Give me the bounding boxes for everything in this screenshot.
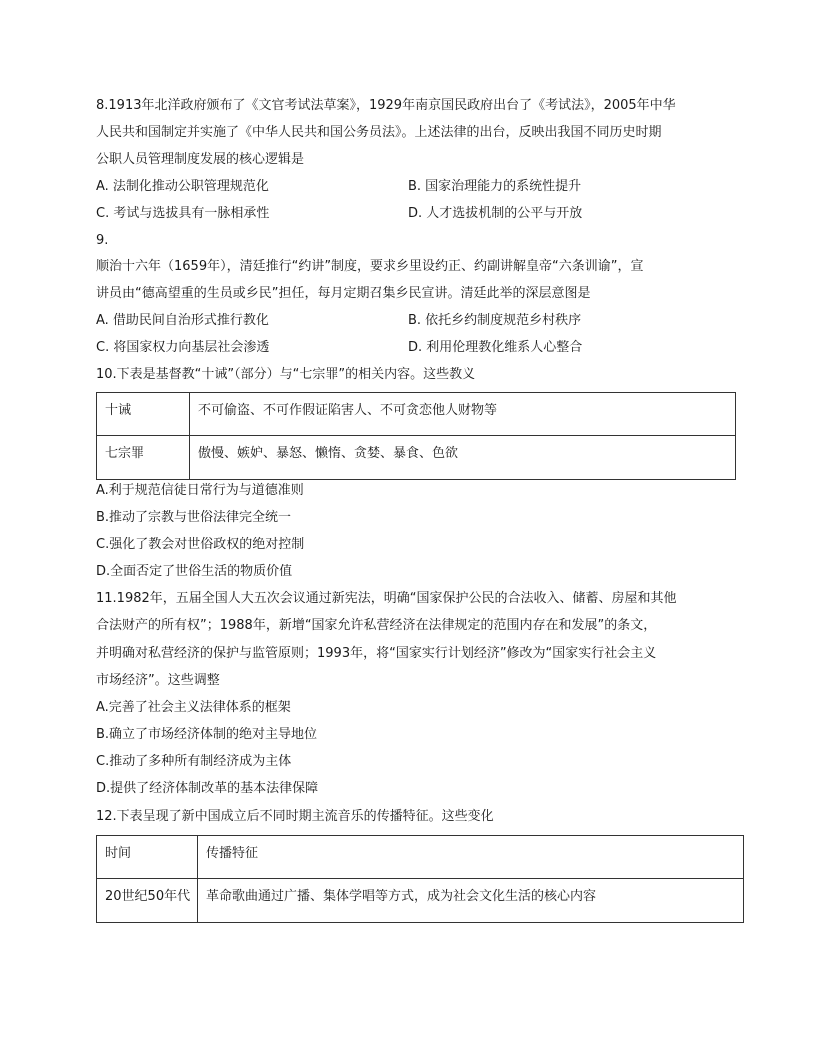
q11-stem-line-1: 11.1982年，五届全国人大五次会议通过新宪法，明确“国家保护公民的合法收入、储蓄、房屋和其他 xyxy=(96,591,677,606)
table-row xyxy=(97,836,744,879)
q8-option-a: A. 法制化推动公职管理规范化 xyxy=(96,179,269,194)
q10-option-d: D.全面否定了世俗生活的物质价值 xyxy=(96,564,293,579)
q10-option-b: B.推动了宗教与世俗法律完全统一 xyxy=(96,510,292,525)
table-cell: 七宗罪 xyxy=(97,436,190,480)
q11-option-d: D.提供了经济体制改革的基本法律保障 xyxy=(96,781,319,796)
table-cell: 十诫 xyxy=(97,393,190,436)
table-row xyxy=(97,879,744,923)
table-cell: 革命歌曲通过广播、集体学唱等方式，成为社会文化生活的核心内容 xyxy=(198,879,744,923)
q8-stem-line-2: 人民共和国制定并实施了《中华人民共和国公务员法》。上述法律的出台，反映出我国不同历史时期 xyxy=(96,125,662,140)
q9-stem-line-2: 讲员由“德高望重的生员或乡民”担任，每月定期召集乡民宣讲。清廷此举的深层意图是 xyxy=(96,286,591,301)
table-cell: 传播特征 xyxy=(198,836,744,879)
q11-option-c: C.推动了多种所有制经济成为主体 xyxy=(96,754,292,769)
q9-option-c: C. 将国家权力向基层社会渗透 xyxy=(96,340,270,355)
q11-option-a: A.完善了社会主义法律体系的框架 xyxy=(96,700,291,715)
q10-option-a: A.利于规范信徒日常行为与道德准则 xyxy=(96,483,304,498)
q11-stem-line-3: 并明确对私营经济的保护与监管原则；1993年，将“国家实行计划经济”修改为“国家实行社会主义 xyxy=(96,646,657,661)
q12-table xyxy=(96,835,744,923)
q9-stem-line-1: 顺治十六年（1659年），清廷推行“约讲”制度，要求乡里设约正、约副讲解皇帝“六条训谕”，宣 xyxy=(96,259,644,274)
q8-option-d: D. 人才选拔机制的公平与开放 xyxy=(408,206,583,221)
q8-stem-line-3: 公职人员管理制度发展的核心逻辑是 xyxy=(96,152,305,167)
q12-stem: 12.下表呈现了新中国成立后不同时期主流音乐的传播特征。这些变化 xyxy=(96,809,494,824)
q11-stem-line-2: 合法财产的所有权”；1988年，新增“国家允许私营经济在法律规定的范围内存在和发展”的条文， xyxy=(96,618,657,633)
q8-stem-line-1: 8.1913年北洋政府颁布了《文官考试法草案》，1929年南京国民政府出台了《考试法》，2005年中华 xyxy=(96,98,676,113)
q11-option-b: B.确立了市场经济体制的绝对主导地位 xyxy=(96,727,318,742)
table-row xyxy=(97,436,736,480)
q9-option-d: D. 利用伦理教化维系人心整合 xyxy=(408,340,583,355)
table-cell: 傲慢、嫉妒、暴怒、懒惰、贪婪、暴食、色欲 xyxy=(190,436,736,480)
q10-option-c: C.强化了教会对世俗政权的绝对控制 xyxy=(96,537,305,552)
q9-option-a: A. 借助民间自治形式推行教化 xyxy=(96,313,269,328)
table-cell: 20世纪50年代 xyxy=(97,879,198,923)
table-row xyxy=(97,393,736,436)
q9-option-b: B. 依托乡约制度规范乡村秩序 xyxy=(408,313,582,328)
q8-option-b: B. 国家治理能力的系统性提升 xyxy=(408,179,582,194)
q11-stem-line-4: 市场经济”。这些调整 xyxy=(96,673,220,688)
q9-number: 9. xyxy=(96,233,109,248)
q8-option-c: C. 考试与选拔具有一脉相承性 xyxy=(96,206,270,221)
q10-stem: 10.下表是基督教“十诫”（部分）与“七宗罪”的相关内容。这些教义 xyxy=(96,367,476,382)
table-cell: 不可偷盗、不可作假证陷害人、不可贪恋他人财物等 xyxy=(190,393,736,436)
table-cell: 时间 xyxy=(97,836,198,879)
q10-table xyxy=(96,392,736,480)
